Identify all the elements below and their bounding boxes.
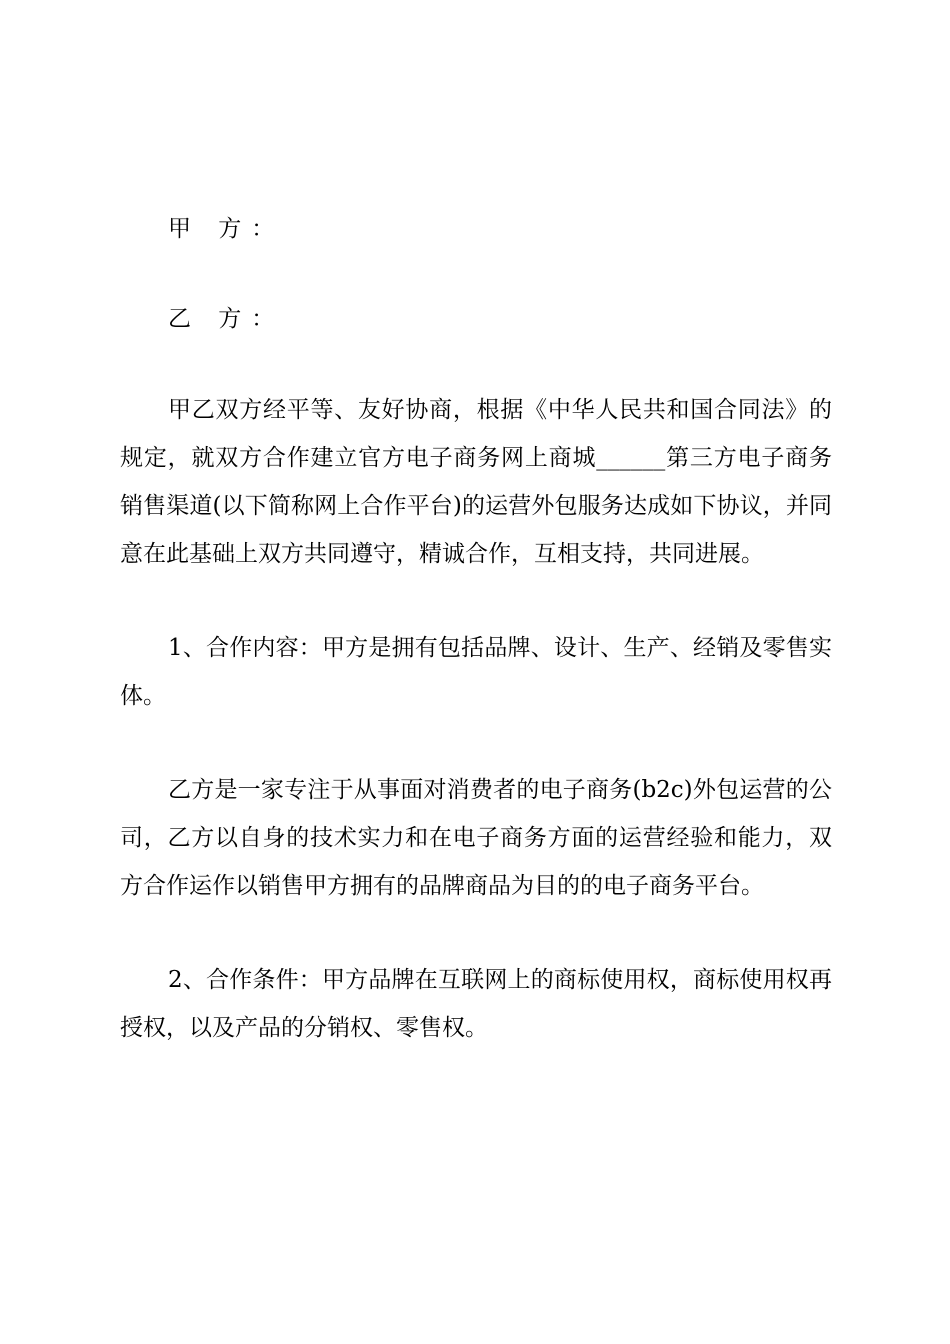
clause-1-paragraph: 1、合作内容：甲方是拥有包括品牌、设计、生产、经销及零售实体。 xyxy=(120,635,832,709)
party-b-label: 乙 方： xyxy=(168,306,285,332)
spacer xyxy=(120,910,832,956)
spacer xyxy=(120,720,832,766)
party-a-line xyxy=(120,206,832,252)
clause-2-paragraph: 2、合作条件：甲方品牌在互联网上的商标使用权，商标使用权再授权，以及产品的分销权、零售权。 xyxy=(120,967,832,1041)
party-b-description-paragraph: 乙方是一家专注于从事面对消费者的电子商务(b2c)外包运营的公司，乙方以自身的技术实力和在电子商务方面的运营经验和能力，双方合作运作以销售甲方拥有的品牌商品为目的的电子商务平台。 xyxy=(120,777,832,899)
document-body xyxy=(120,206,832,1052)
spacer xyxy=(120,342,832,386)
party-b-line xyxy=(120,296,832,342)
party-a-label: 甲 方： xyxy=(168,216,285,242)
spacer xyxy=(120,578,832,624)
spacer xyxy=(120,252,832,296)
intro-paragraph: 甲乙双方经平等、友好协商，根据《中华人民共和国合同法》的规定，就双方合作建立官方电子商务网上商城______第三方电子商务销售渠道(以下简称网上合作平台)的运营外包服务达成如下协议，并同意在此基础上双方共同遵守，精诚合作，互相支持，共同进展。 xyxy=(120,397,832,567)
